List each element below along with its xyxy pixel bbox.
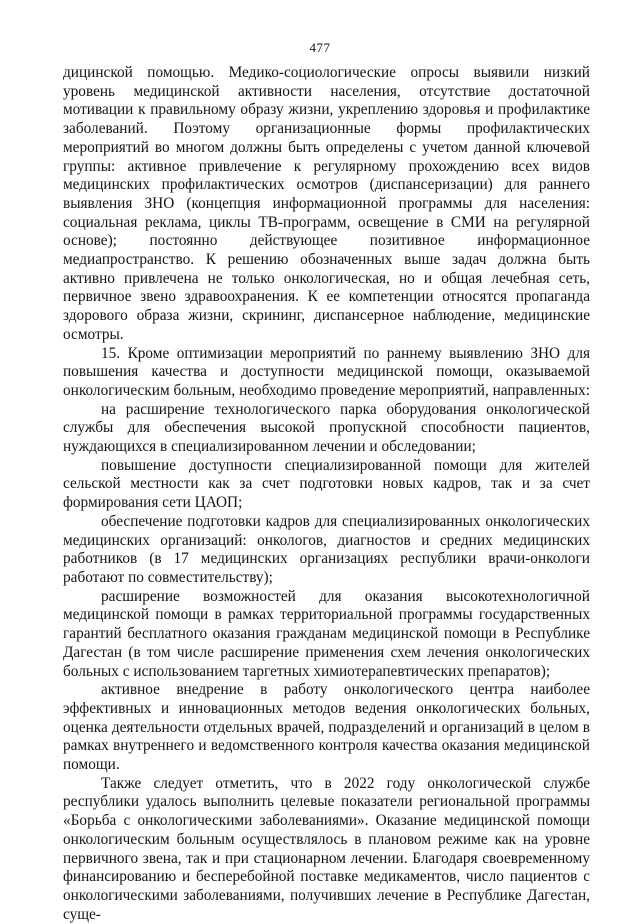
body-text: [63, 64, 590, 924]
paragraph-8: Также следует отметить, что в 2022 году онкологической службе республики удалось выполнить целевые показатели региональной программы «Борьба с онкологическими заболеваниями». Оказание медицинской помощи онкологическим больным осуществлялось в плановом режиме как на уровне первичного звена, так и при стационарном лечении. Благодаря своевременному финансированию и бесперебойной поставке медикаментов, число пациентов с онкологическими заболеваниями, получивших лечение в Республике Дагестан, суще-: [63, 774, 590, 923]
paragraph-1: дицинской помощью. Медико-социологические опросы выявили низкий уровень медицинской активности населения, отсутствие достаточной мотивации к правильному образу жизни, укреплению здоровья и профилактике заболеваний. Поэтому организационные формы профилактических мероприятий во многом должны быть определены с учетом данной ключевой группы: активное привлечение к регулярному прохождению всех видов медицинских профилактических осмотров (диспансеризации) для раннего выявления ЗНО (концепция информационной программы для населения: социальная реклама, циклы ТВ-программ, освещение в СМИ на регулярной основе); постоянно действующее позитивное информационное медиапространство. К решению обозначенных выше задач должна быть активно привлечена не только онкологическая, но и общая лечебная сеть, первичное звено здравоохранения. К ее компетенции относятся пропаганда здорового образа жизни, скрининг, диспансерное наблюдение, медицинские осмотры.: [63, 64, 590, 343]
page-number: 477: [309, 40, 331, 55]
paragraph-7: активное внедрение в работу онкологического центра наиболее эффективных и инновационных методов ведения онкологических больных, оценка деятельности отдельных врачей, подразделений и организаций в целом в рамках внутреннего и ведомственного контроля качества оказания медицинской помощи.: [63, 681, 590, 774]
paragraph-6: расширение возможностей для оказания высокотехнологичной медицинской помощи в рамках территориальной программы государственных гарантий бесплатного оказания гражданам медицинской помощи в Республике Дагестан (в том числе расширение применения схем лечения онкологических больных с использованием таргетных химиотерапевтических препаратов);: [63, 587, 590, 680]
paragraph-2: 15. Кроме оптимизации мероприятий по раннему выявлению ЗНО для повышения качества и доступности медицинской помощи, оказываемой онкологическим больным, необходимо проведение мероприятий, направленных:: [63, 344, 590, 399]
paragraph-5: обеспечение подготовки кадров для специализированных онкологических медицинских организаций: онкологов, диагностов и средних медицинских работников (в 17 медицинских организациях республики врачи-онкологи работают по совместительству);: [63, 512, 590, 586]
paragraph-3: на расширение технологического парка оборудования онкологической службы для обеспечения высокой пропускной способности пациентов, нуждающихся в специализированном лечении и обследовании;: [63, 400, 590, 456]
paragraph-4: повышение доступности специализированной помощи для жителей сельской местности как за счет подготовки новых кадров, так и за счет формирования сети ЦАОП;: [63, 456, 590, 512]
